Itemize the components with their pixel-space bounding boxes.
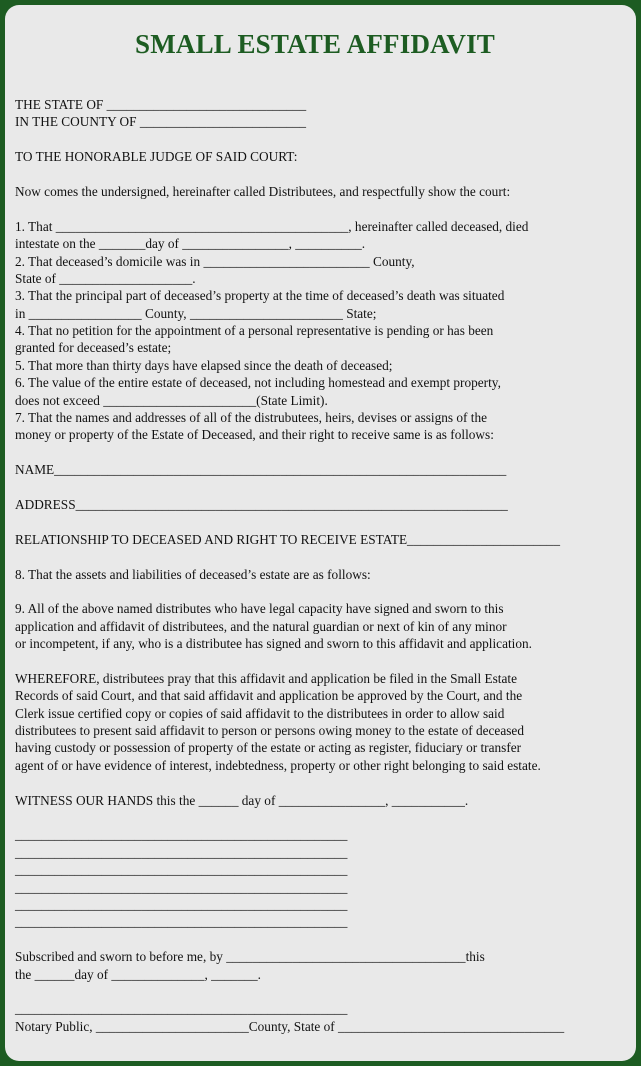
text-line: 5. That more than thirty days have elapsed since the death of deceased; <box>15 357 393 373</box>
blank-line <box>15 479 635 496</box>
text-line: or incompetent, if any, who is a distributee has signed and sworn to this affidavit and application. <box>15 636 532 652</box>
text-line: RELATIONSHIP TO DECEASED AND RIGHT TO RECEIVE ESTATE_______________________ <box>15 531 560 547</box>
text-line: __________________________________________________ <box>15 879 348 895</box>
blank-line <box>15 131 635 148</box>
text-line: 1. That ____________________________________________, hereinafter called deceased, died <box>15 218 529 234</box>
text-line: TO THE HONORABLE JUDGE OF SAID COURT: <box>15 149 298 165</box>
text-line: intestate on the _______day of ________________, __________. <box>15 236 366 252</box>
blank-line <box>15 583 635 600</box>
text-line: in _________________ County, _______________________ State; <box>15 305 377 321</box>
text-line: 2. That deceased’s domicile was in _________________________ County, <box>15 253 415 269</box>
text-line: application and affidavit of distributees, and the natural guardian or next of kin of any minor <box>15 618 507 634</box>
text-line: 7. That the names and addresses of all of the distrubutees, heirs, devises or assigns of the <box>15 410 488 426</box>
text-line: IN THE COUNTY OF _________________________ <box>15 114 307 130</box>
affidavit-sheet <box>5 5 636 1061</box>
blank-line <box>15 983 635 1000</box>
blank-line <box>15 548 635 565</box>
affidavit-body <box>15 96 635 1035</box>
text-line: State of ____________________. <box>15 270 196 286</box>
text-line: 8. That the assets and liabilities of deceased’s estate are as follows: <box>15 566 371 582</box>
text-line: 6. The value of the entire estate of deceased, not including homestead and exempt property, <box>15 375 501 391</box>
text-line: NAME____________________________________________________________________ <box>15 462 507 478</box>
text-line: Subscribed and sworn to before me, by ____________________________________this <box>15 949 485 965</box>
blank-line <box>15 931 635 948</box>
text-line: having custody or possession of property of the estate or acting as register, fiduciary or transfer <box>15 740 522 756</box>
text-line: Notary Public, _______________________County, State of __________________________________ <box>15 1018 565 1034</box>
blank-line <box>15 166 635 183</box>
text-line: the ______day of ______________, _______. <box>15 966 261 982</box>
text-line: 9. All of the above named distributes who have legal capacity have signed and sworn to this <box>15 601 504 617</box>
text-line: granted for deceased’s estate; <box>15 340 172 356</box>
text-line: 3. That the principal part of deceased’s property at the time of deceased’s death was situated <box>15 288 505 304</box>
text-line: __________________________________________________ <box>15 844 348 860</box>
text-line: THE STATE OF ______________________________ <box>15 97 307 112</box>
text-line: __________________________________________________ <box>15 896 348 912</box>
blank-line <box>15 774 635 791</box>
blank-line <box>15 200 635 217</box>
blank-line <box>15 444 635 461</box>
text-line: Clerk issue certified copy or copies of said affidavit to the distributees in order to allow said <box>15 705 505 721</box>
blank-line <box>15 513 635 530</box>
blank-line <box>15 653 635 670</box>
blank-line <box>15 809 635 826</box>
text-line: WHEREFORE, distributees pray that this affidavit and application be filed in the Small Estate <box>15 670 517 686</box>
text-line: money or property of the Estate of Deceased, and their right to receive same is as follows: <box>15 427 494 443</box>
text-line: 4. That no petition for the appointment of a personal representative is pending or has been <box>15 323 494 339</box>
text-line: ADDRESS_________________________________________________________________ <box>15 496 508 512</box>
text-line: Records of said Court, and that said affidavit and application be approved by the Court, and the <box>15 688 523 704</box>
text-line: distributees to present said affidavit to person or persons owing money to the estate of deceased <box>15 723 524 739</box>
text-line: __________________________________________________ <box>15 827 348 843</box>
text-line: does not exceed _______________________(State Limit). <box>15 392 328 408</box>
text-line: __________________________________________________ <box>15 914 348 930</box>
text-line: __________________________________________________ <box>15 1001 348 1017</box>
text-line: agent of or have evidence of interest, indebtedness, property or other right belonging to said estate. <box>15 757 541 773</box>
text-line: WITNESS OUR HANDS this the ______ day of ________________, ___________. <box>15 792 469 808</box>
text-line: Now comes the undersigned, hereinafter called Distributees, and respectfully show the court: <box>15 183 511 199</box>
document-title: SMALL ESTATE AFFIDAVIT <box>134 29 495 59</box>
text-line: __________________________________________________ <box>15 862 348 878</box>
